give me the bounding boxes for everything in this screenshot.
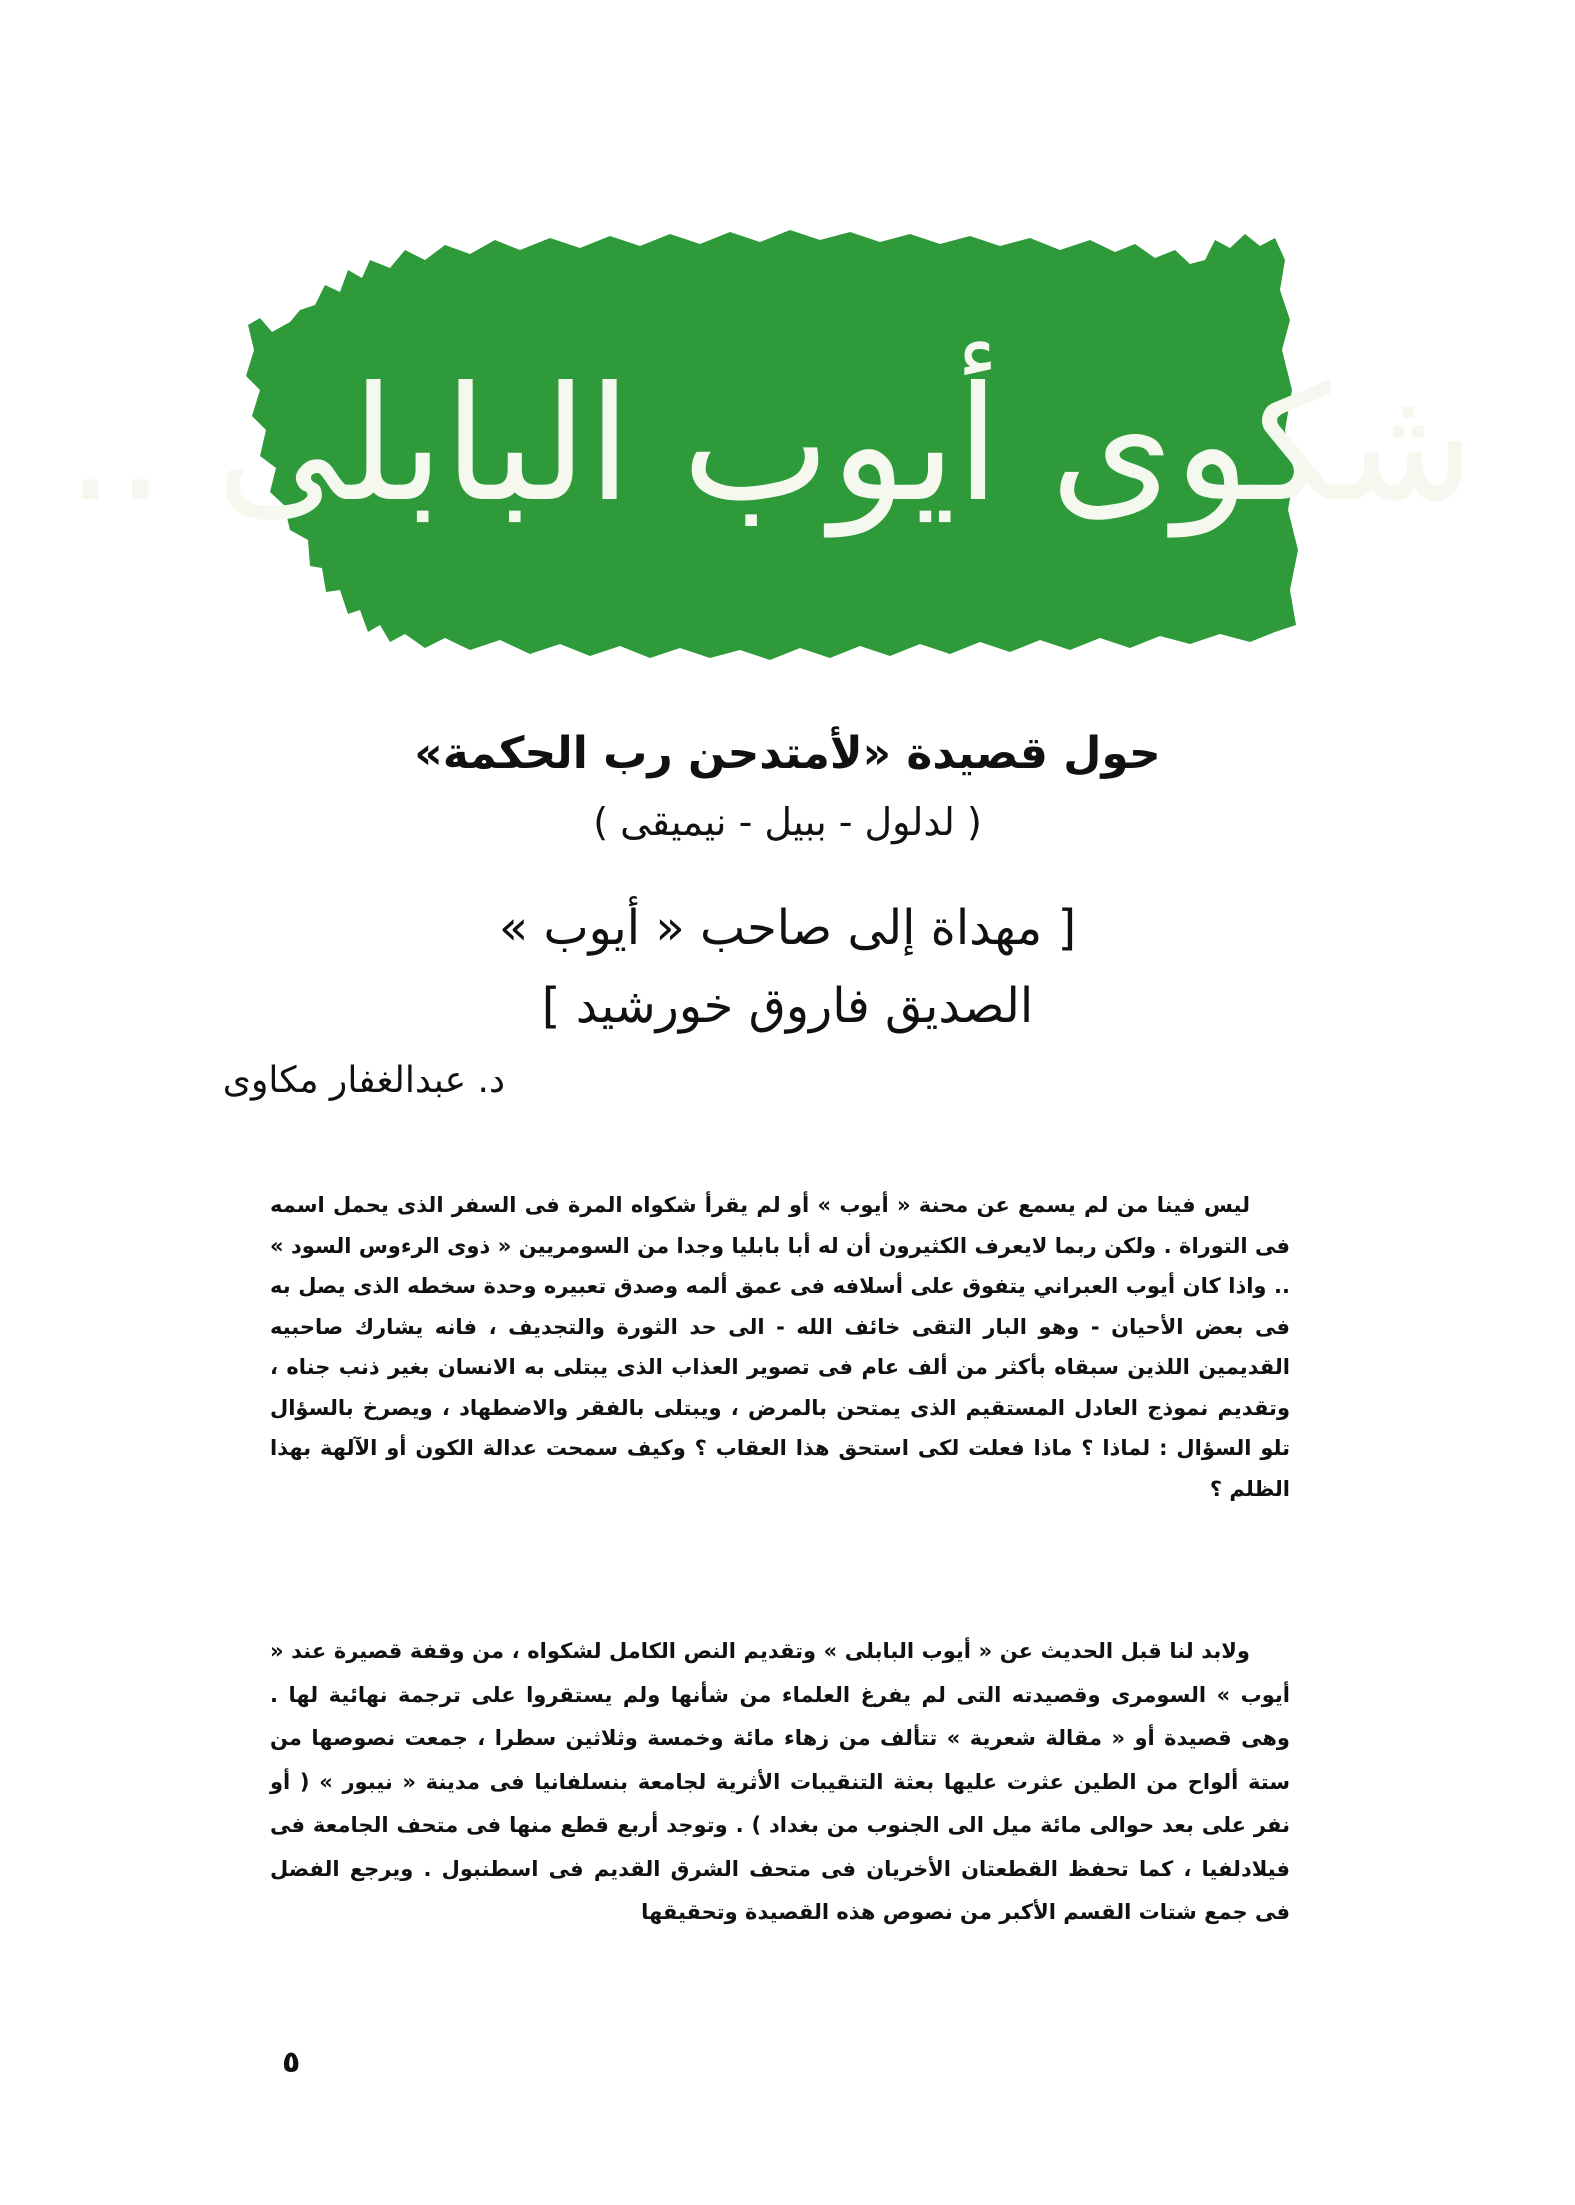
- poem-title: حول قصيدة «لأمتدحن رب الحكمة»: [414, 728, 1161, 779]
- dedication-line-1: [ مهداة إلى صاحب « أيوب »: [498, 900, 1077, 956]
- page-number: ٥: [282, 2045, 301, 2080]
- body-paragraph-2: ولابد لنا قبل الحديث عن « أيوب البابلى » وتقديم النص الكامل لشكواه ، من وقفة قصيرة عند « أيوب » السومرى وقصيدته التى لم يفرغ العلماء من شأنها ولم يستقروا على ترجمة نهائية لها . وهى قصيدة أو « مقالة شعرية » تتألف من زهاء مائة وخمسة وثلاثين سطرا ، جمعت نصوصها من ستة ألواح من الطين عثرت عليها بعثة التنقيبات الأثرية لجامعة بنسلفانيا فى مدينة « نيبور » ( أو نفر على بعد حوالى مائة ميل الى الجنوب من بغداد ) . وتوجد أربع قطع منها فى متحف الجامعة فى فيلادلفيا ، كما تحفظ القطعتان الأخريان فى متحف الشرق القديم فى اسطنبول . ويرجع الفضل فى جمع شتات القسم الأكبر من نصوص هذه القصيدة وتحقيقها: [270, 1639, 1290, 1924]
- banner-title: شكوى أيوب البابلى ..: [64, 353, 1476, 537]
- dedication-line-2: الصديق فاروق خورشيد ]: [541, 978, 1034, 1034]
- poem-authors: ( لدلول - ببيل - نيميقى ): [593, 800, 982, 844]
- body-paragraph-1: ليس فينا من لم يسمع عن محنة « أيوب » أو لم يقرأ شكواه المرة فى السفر الذى يحمل اسمه فى التوراة . ولكن ربما لايعرف الكثيرون أن له أبا بابليا وجدا من السومريين « ذوى الرءوس السود » .. واذا كان أيوب العبراني يتفوق على أسلافه فى عمق ألمه وصدق تعبيره وحدة سخطه الذى يصل به فى بعض الأحيان - وهو البار التقى خائف الله - الى حد الثورة والتجديف ، فانه يشارك صاحبيه القديمين اللذين سبقاه بأكثر من ألف عام فى تصوير العذاب الذى يبتلى به الانسان بغير ذنب جناه ، وتقديم نموذج العادل المستقيم الذى يمتحن بالمرض ، ويبتلى بالفقر والاضطهاد ، ويصرخ بالسؤال تلو السؤال : لماذا ؟ ماذا فعلت لكى استحق هذا العقاب ؟ وكيف سمحت عدالة الكون أو الآلهة بهذا الظلم ؟: [270, 1193, 1290, 1501]
- author-name: د. عبدالغفار مكاوى: [222, 1060, 505, 1101]
- title-banner: [64, 230, 1476, 660]
